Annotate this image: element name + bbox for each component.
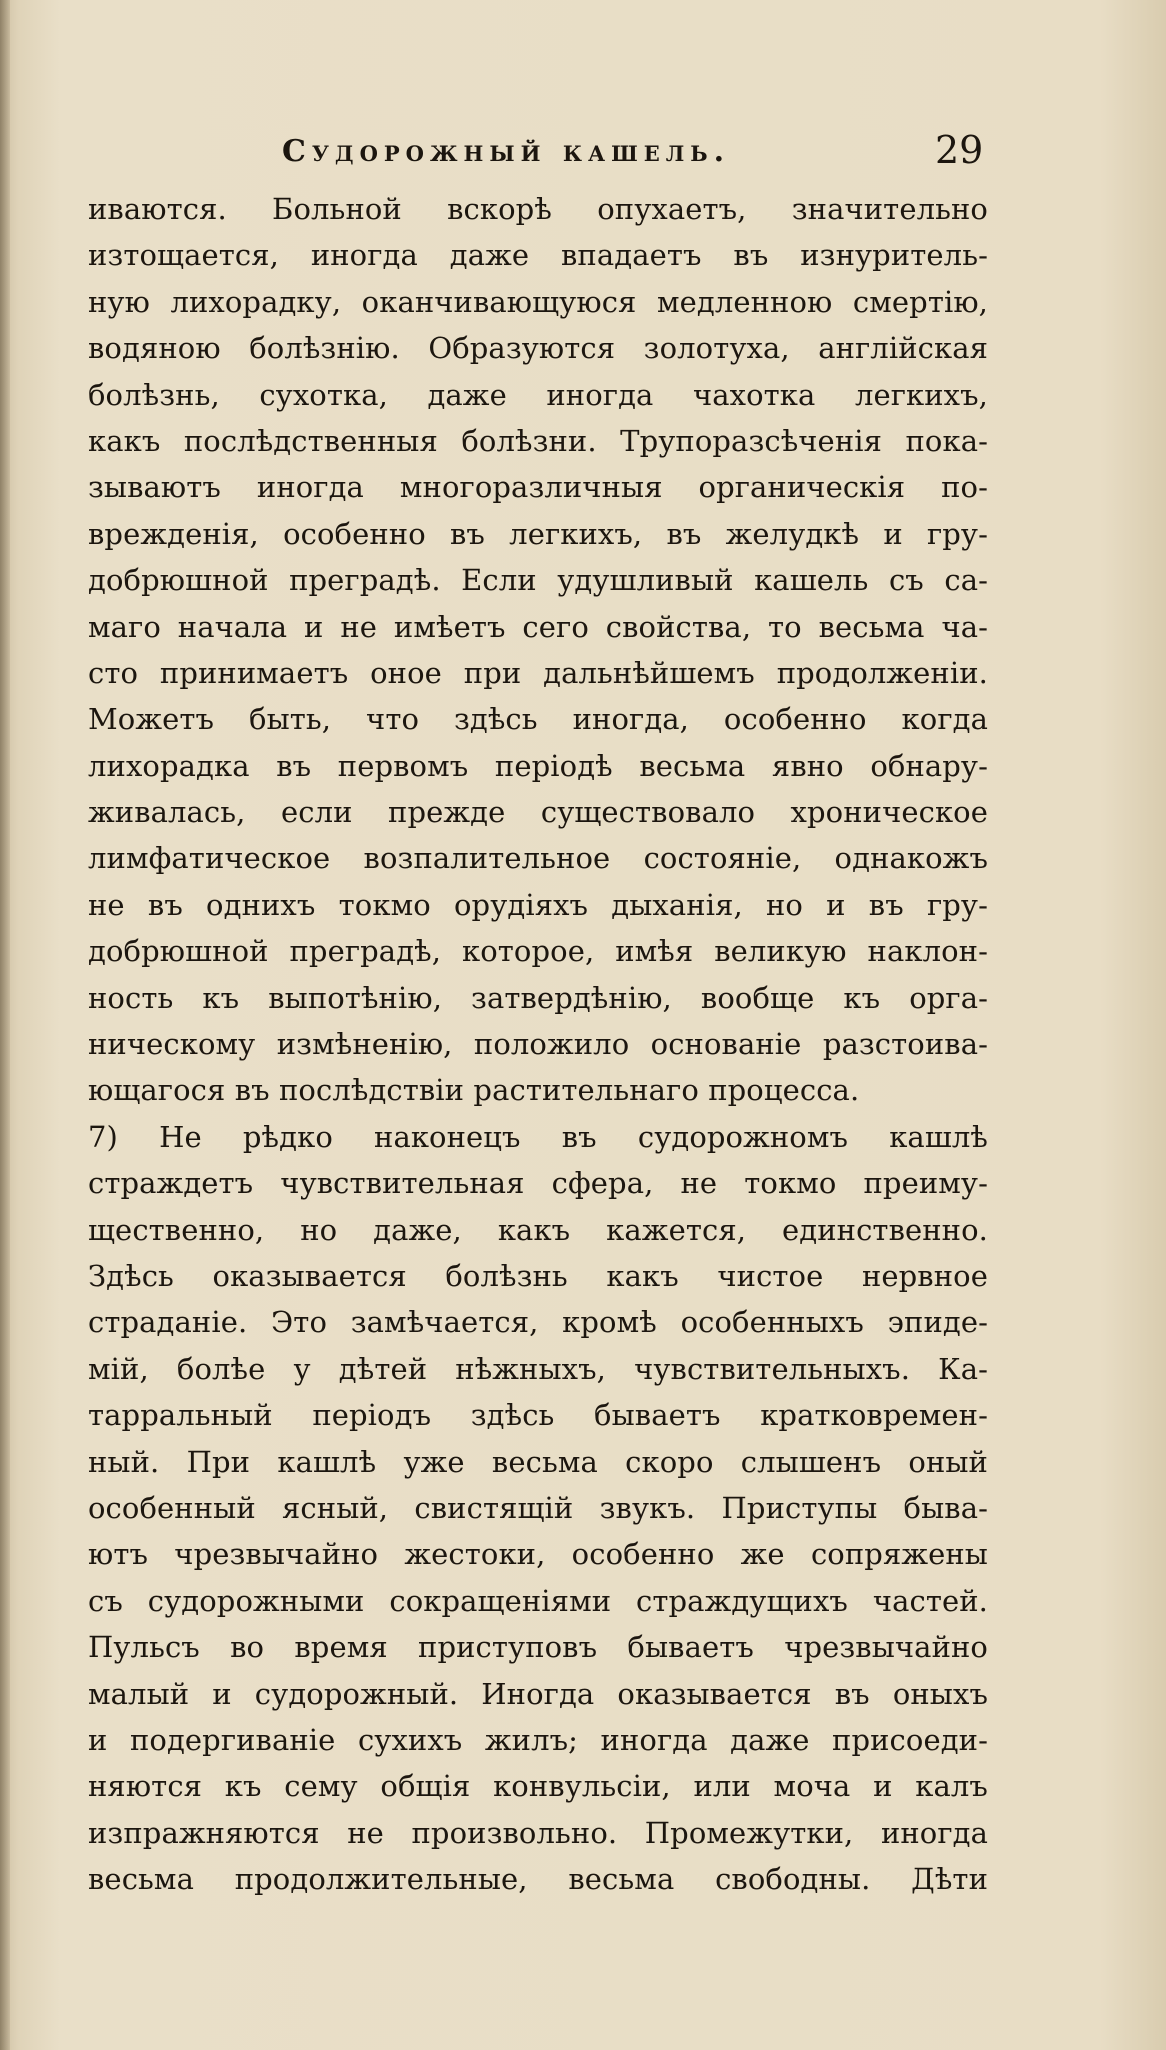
- running-title: Судорожный кашель.: [282, 134, 731, 169]
- text-line: ническому измѣненію, положило основаніе разстоива-: [88, 1027, 988, 1062]
- text-line: и подергиваніе сухихъ жилъ; иногда даже присоеди-: [88, 1722, 988, 1757]
- text-line: весьма продолжительные, весьма свободны. Дѣти: [88, 1862, 988, 1897]
- text-line: ющагося въ послѣдствіи растительнаго процесса.: [88, 1073, 860, 1108]
- text-line: водяною болѣзнію. Образуются золотуха, англійская: [88, 331, 988, 366]
- text-line: особенный ясный, свистящій звукъ. Приступы быва-: [88, 1490, 988, 1525]
- page-header: [0, 128, 1166, 178]
- text-line: изтощается, иногда даже впадаетъ въ изнуритель-: [88, 238, 988, 273]
- text-line: иваются. Больной вскорѣ опухаетъ, значительно: [88, 192, 988, 226]
- text-line: живалась, если прежде существовало хроническое: [88, 795, 988, 830]
- text-line: ность къ выпотѣнію, затвердѣнію, вообще къ орга-: [88, 980, 988, 1015]
- text-line: Пульсъ во время приступовъ бываетъ чрезвычайно: [88, 1630, 988, 1665]
- text-line: добрюшной преградѣ, которое, имѣя великую наклон-: [88, 934, 988, 969]
- text-line: сто принимаетъ оное при дальнѣйшемъ продолженіи.: [88, 655, 988, 690]
- text-line: какъ послѣдственныя болѣзни. Трупоразсѣченія пока-: [88, 423, 988, 458]
- page-number: 29: [935, 128, 984, 172]
- text-line: съ судорожными сокращеніями страждущихъ частей.: [88, 1583, 988, 1618]
- text-line: не въ однихъ токмо орудіяхъ дыханія, но и въ гру-: [88, 887, 988, 922]
- body-text: [88, 186, 988, 1902]
- text-line: щественно, но даже, какъ кажется, единственно.: [88, 1212, 988, 1247]
- text-line: ютъ чрезвычайно жестоки, особенно же сопряжены: [88, 1537, 988, 1572]
- text-line: тарральный періодъ здѣсь бываетъ кратковремен-: [88, 1398, 988, 1433]
- page-binding-edge: [0, 0, 10, 2050]
- text-line: лихорадка въ первомъ періодѣ весьма явно обнару-: [88, 748, 988, 783]
- text-line: врежденія, особенно въ легкихъ, въ желудкѣ и гру-: [88, 516, 988, 551]
- text-line: маго начала и не имѣетъ сего свойства, то весьма ча-: [88, 609, 988, 644]
- text-line: страданіе. Это замѣчается, кромѣ особенныхъ эпиде-: [88, 1305, 988, 1340]
- text-line: зываютъ иногда многоразличныя органическія по-: [88, 470, 988, 505]
- text-line: болѣзнь, сухотка, даже иногда чахотка легкихъ,: [88, 377, 988, 412]
- text-line: изпражняются не произвольно. Промежутки, иногда: [88, 1815, 988, 1850]
- text-line: мій, болѣе у дѣтей нѣжныхъ, чувствительныхъ. Ка-: [88, 1351, 988, 1386]
- text-line: ный. При кашлѣ уже весьма скоро слышенъ оный: [88, 1444, 988, 1479]
- text-line: няются къ сему общія конвульсіи, или моча и калъ: [88, 1769, 988, 1804]
- text-line: ную лихорадку, оканчивающуюся медленною смертію,: [88, 284, 988, 319]
- text-line: 7) Не рѣдко наконецъ въ судорожномъ кашлѣ: [88, 1119, 988, 1154]
- text-line: малый и судорожный. Иногда оказывается въ оныхъ: [88, 1676, 988, 1711]
- text-line: страждетъ чувствительная сфера, не токмо преиму-: [88, 1166, 988, 1201]
- text-line: лимфатическое возпалительное состояніе, однакожъ: [88, 841, 988, 876]
- text-line: добрюшной преградѣ. Если удушливый кашель съ са-: [88, 563, 988, 598]
- text-line: Здѣсь оказывается болѣзнь какъ чистое нервное: [88, 1258, 988, 1293]
- text-line: Можетъ быть, что здѣсь иногда, особенно когда: [88, 702, 988, 737]
